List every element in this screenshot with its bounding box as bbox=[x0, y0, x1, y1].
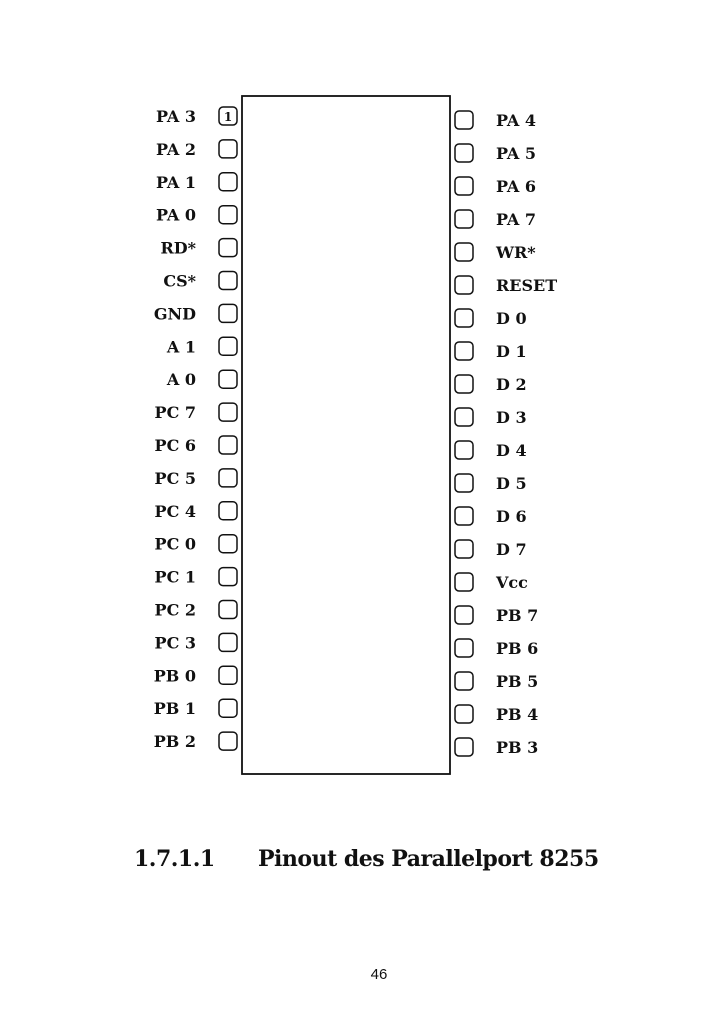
pin-pad-right bbox=[455, 507, 473, 525]
pin-label-left: A 1 bbox=[166, 337, 196, 357]
pin-label-right: PB 6 bbox=[496, 639, 539, 658]
pin-pad-right bbox=[455, 540, 473, 558]
pin-label-right: D 2 bbox=[496, 375, 527, 394]
pin-pad-right bbox=[455, 441, 473, 459]
pin-pad-left bbox=[219, 304, 237, 322]
pin-pad-left bbox=[219, 535, 237, 553]
pin-label-left: PC 5 bbox=[154, 468, 196, 488]
pin-pad-right bbox=[455, 243, 473, 261]
pin-label-right: PB 3 bbox=[496, 738, 539, 757]
section-number: 1.7.1.1 bbox=[134, 846, 215, 872]
pin-label-left: A 0 bbox=[166, 370, 196, 390]
pin-label-right: PA 5 bbox=[496, 144, 536, 163]
pin-pad-right bbox=[455, 606, 473, 624]
pin-1-marker: 1 bbox=[223, 110, 233, 124]
pin-label-right: PB 5 bbox=[496, 672, 539, 691]
pin-pad-left bbox=[219, 601, 237, 619]
pin-label-left: RD* bbox=[160, 238, 196, 258]
pin-label-left: GND bbox=[153, 304, 196, 324]
pin-pad-left bbox=[219, 568, 237, 586]
pin-label-right: D 4 bbox=[496, 441, 527, 460]
pin-pad-right bbox=[455, 375, 473, 393]
pin-label-left: PC 0 bbox=[154, 534, 196, 554]
pin-label-right: WR* bbox=[496, 243, 536, 262]
pin-label-left: PC 3 bbox=[154, 633, 196, 653]
pin-label-left: PC 4 bbox=[154, 501, 196, 521]
pin-label-right: D 7 bbox=[496, 540, 527, 559]
pin-pad-left bbox=[219, 370, 237, 388]
pin-label-left: PA 3 bbox=[156, 107, 196, 126]
pin-pad-left bbox=[219, 206, 237, 224]
pin-pad-left bbox=[219, 732, 237, 750]
pin-label-right: D 6 bbox=[496, 507, 527, 526]
pin-label-right: PA 7 bbox=[496, 210, 536, 229]
pin-pad-left bbox=[219, 337, 237, 355]
pin-label-right: RESET bbox=[496, 276, 558, 295]
pin-label-left: PC 1 bbox=[154, 567, 196, 587]
pin-label-left: PC 2 bbox=[154, 600, 196, 620]
pin-label-left: CS* bbox=[163, 271, 196, 291]
pin-pad-left bbox=[219, 666, 237, 684]
pin-label-left: PA 2 bbox=[156, 139, 196, 159]
pin-pad-right bbox=[455, 144, 473, 162]
pin-pad-right bbox=[455, 111, 473, 129]
pin-pad-left bbox=[219, 469, 237, 487]
pin-label-left: PA 1 bbox=[156, 172, 196, 192]
pin-pad-right bbox=[455, 408, 473, 426]
pin-pad-right bbox=[455, 672, 473, 690]
pin-label-left: PB 1 bbox=[153, 699, 196, 719]
pin-pad-right bbox=[455, 177, 473, 195]
pin-pad-left bbox=[219, 173, 237, 191]
pin-pad-right bbox=[455, 738, 473, 756]
pin-label-right: PB 4 bbox=[496, 705, 539, 724]
pin-pad-right bbox=[455, 639, 473, 657]
pin-label-right: PB 7 bbox=[496, 606, 539, 625]
pin-pad-left bbox=[219, 633, 237, 651]
pin-pad-left bbox=[219, 403, 237, 421]
pin-pad-left bbox=[219, 502, 237, 520]
pin-pad-left bbox=[219, 272, 237, 290]
pin-pad-left bbox=[219, 699, 237, 717]
pin-pad-right bbox=[455, 573, 473, 591]
pin-pad-right bbox=[455, 474, 473, 492]
pin-label-left: PC 6 bbox=[154, 436, 196, 455]
pin-label-left: PB 0 bbox=[153, 666, 196, 686]
pin-pad-left bbox=[219, 140, 237, 158]
pin-label-right: D 3 bbox=[496, 408, 527, 427]
section-heading bbox=[134, 846, 599, 872]
pin-pad-right bbox=[455, 309, 473, 327]
pin-label-right: PA 6 bbox=[496, 177, 536, 196]
pin-pad-right bbox=[455, 705, 473, 723]
pin-label-right: D 0 bbox=[496, 309, 527, 328]
pin-pad-left bbox=[219, 436, 237, 454]
pin-label-right: Vcc bbox=[496, 573, 528, 592]
pin-pad-left bbox=[219, 239, 237, 257]
page-number: 46 bbox=[370, 966, 388, 983]
pin-pad-right bbox=[455, 276, 473, 294]
pin-pad-right bbox=[455, 342, 473, 360]
pin-label-left: PC 7 bbox=[154, 403, 196, 423]
pin-label-right: D 1 bbox=[496, 342, 527, 361]
pin-label-left: PA 0 bbox=[156, 205, 196, 225]
pin-pad-right bbox=[455, 210, 473, 228]
section-title: Pinout des Parallelport 8255 bbox=[258, 846, 599, 872]
chip-body bbox=[242, 96, 450, 774]
pin-label-right: D 5 bbox=[496, 474, 527, 493]
pin-label-left: PB 2 bbox=[153, 732, 196, 752]
pin-label-right: PA 4 bbox=[496, 111, 536, 130]
